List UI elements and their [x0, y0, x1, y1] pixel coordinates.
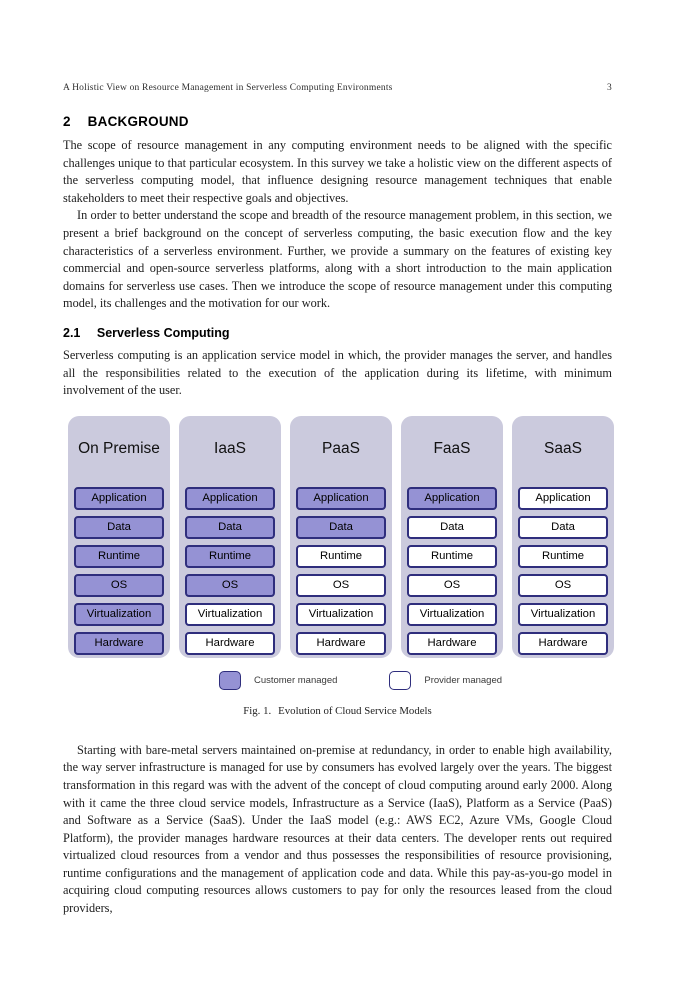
column-title: PaaS: [322, 439, 360, 457]
legend-label: Customer managed: [253, 674, 338, 686]
layer-box-data: Data: [185, 516, 275, 539]
layer-box-data: Data: [407, 516, 497, 539]
service-model-column-on-premise: [68, 416, 170, 658]
section-number: 2: [63, 114, 71, 129]
figure-caption-label: Fig. 1.: [243, 704, 272, 717]
layer-box-runtime: Runtime: [74, 545, 164, 568]
figure-caption-text: Evolution of Cloud Service Models: [278, 704, 432, 717]
paragraph-background-1: The scope of resource management in any computing environment needs to be aligned with the specific challenges unique to that particular ecosystem. In this survey we take a holistic view on the different aspects of the serverless computing model, that influence designing resource management techniques that enable stakeholders to meet their respective goals and objectives.: [63, 138, 612, 205]
section-heading-background: [63, 114, 612, 129]
layer-box-hardware: Hardware: [185, 632, 275, 655]
legend-item-provider: [389, 671, 502, 690]
layer-box-runtime: Runtime: [518, 545, 608, 568]
layer-box-os: OS: [518, 574, 608, 597]
layer-stack: [407, 487, 497, 655]
paragraph-after-figure: Starting with bare-metal servers maintained on-premise at redundancy, in order to enable high availability, the way server infrastructure is managed for use by consumers has evolved largely over the years. The biggest transformation in this regard was with the advent of the concept of cloud computing around early 2000. Along with it came the three cloud service models, Infrastructure as a Service (IaaS), Platform as a Service (PaaS) and Software as a Service (SaaS). Under the IaaS model (e.g.: AWS EC2, Azure VMs, Google Cloud Platform), the provider manages hardware resources at their data centers. The developer rents out required virtualized cloud resources from a vendor and thus possesses the responsibilities of resource provisioning, runtime configurations and the management of application code and data. While this pay-as-you-go model in acquiring cloud computing resources allows customers to pay for only the resources leased from the cloud providers,: [63, 742, 612, 916]
layer-box-virtualization: Virtualization: [74, 603, 164, 626]
layer-box-os: OS: [74, 574, 164, 597]
service-model-column-faas: [401, 416, 503, 658]
page-header: [63, 83, 612, 93]
service-model-column-paas: [290, 416, 392, 658]
layer-box-runtime: Runtime: [185, 545, 275, 568]
paragraph-background-2: In order to better understand the scope and breadth of the resource management problem, in this section, we present a brief background on the concept of serverless computing, the basic execution flow and the key characteristics of a serverless environment. Further, we provide a summary on the features of existing key commercial and open-source serverless platforms, along with a short introduction to the main application domains for serverless use cases. Then we introduce the scope of resource management under this computing model, its challenges and the motivation for our work.: [63, 208, 612, 311]
layer-box-hardware: Hardware: [518, 632, 608, 655]
layer-box-application: Application: [185, 487, 275, 510]
layer-box-data: Data: [74, 516, 164, 539]
layer-box-hardware: Hardware: [74, 632, 164, 655]
layer-box-application: Application: [407, 487, 497, 510]
layer-box-virtualization: Virtualization: [518, 603, 608, 626]
subsection-number: 2.1: [63, 325, 81, 340]
layer-stack: [296, 487, 386, 655]
customer-swatch-icon: [219, 671, 241, 690]
figure-caption: [63, 705, 612, 717]
column-title: FaaS: [433, 439, 471, 457]
layer-box-runtime: Runtime: [407, 545, 497, 568]
section-title: BACKGROUND: [87, 114, 189, 129]
service-model-column-saas: [512, 416, 614, 658]
figure-columns: [68, 416, 614, 658]
layer-box-virtualization: Virtualization: [185, 603, 275, 626]
legend-item-customer: [219, 671, 337, 690]
layer-stack: [74, 487, 164, 655]
column-title: IaaS: [214, 439, 246, 457]
layer-box-application: Application: [518, 487, 608, 510]
layer-box-os: OS: [407, 574, 497, 597]
figure-cloud-service-models: [63, 416, 612, 717]
layer-box-virtualization: Virtualization: [407, 603, 497, 626]
figure-legend: [86, 671, 635, 690]
layer-box-application: Application: [74, 487, 164, 510]
provider-swatch-icon: [389, 671, 411, 690]
layer-stack: [518, 487, 608, 655]
layer-box-virtualization: Virtualization: [296, 603, 386, 626]
layer-box-hardware: Hardware: [407, 632, 497, 655]
layer-box-data: Data: [296, 516, 386, 539]
paragraph-serverless-1: Serverless computing is an application service model in which, the provider manages the server, and handles all the responsibilities related to the execution of the application during its lifetime, with minimum involvement of the user.: [63, 347, 612, 398]
legend-label: Provider managed: [424, 674, 503, 686]
subsection-title: Serverless Computing: [96, 325, 230, 340]
subsection-heading-serverless-computing: [63, 326, 612, 340]
column-title: SaaS: [544, 439, 582, 457]
column-title: On Premise: [78, 439, 160, 457]
layer-box-os: OS: [185, 574, 275, 597]
layer-box-runtime: Runtime: [296, 545, 386, 568]
running-title: A Holistic View on Resource Management in Serverless Computing Environments: [63, 83, 393, 93]
layer-stack: [185, 487, 275, 655]
layer-box-os: OS: [296, 574, 386, 597]
layer-box-application: Application: [296, 487, 386, 510]
service-model-column-iaas: [179, 416, 281, 658]
layer-box-hardware: Hardware: [296, 632, 386, 655]
page-content: [63, 0, 612, 918]
page-number: 3: [607, 83, 612, 93]
layer-box-data: Data: [518, 516, 608, 539]
